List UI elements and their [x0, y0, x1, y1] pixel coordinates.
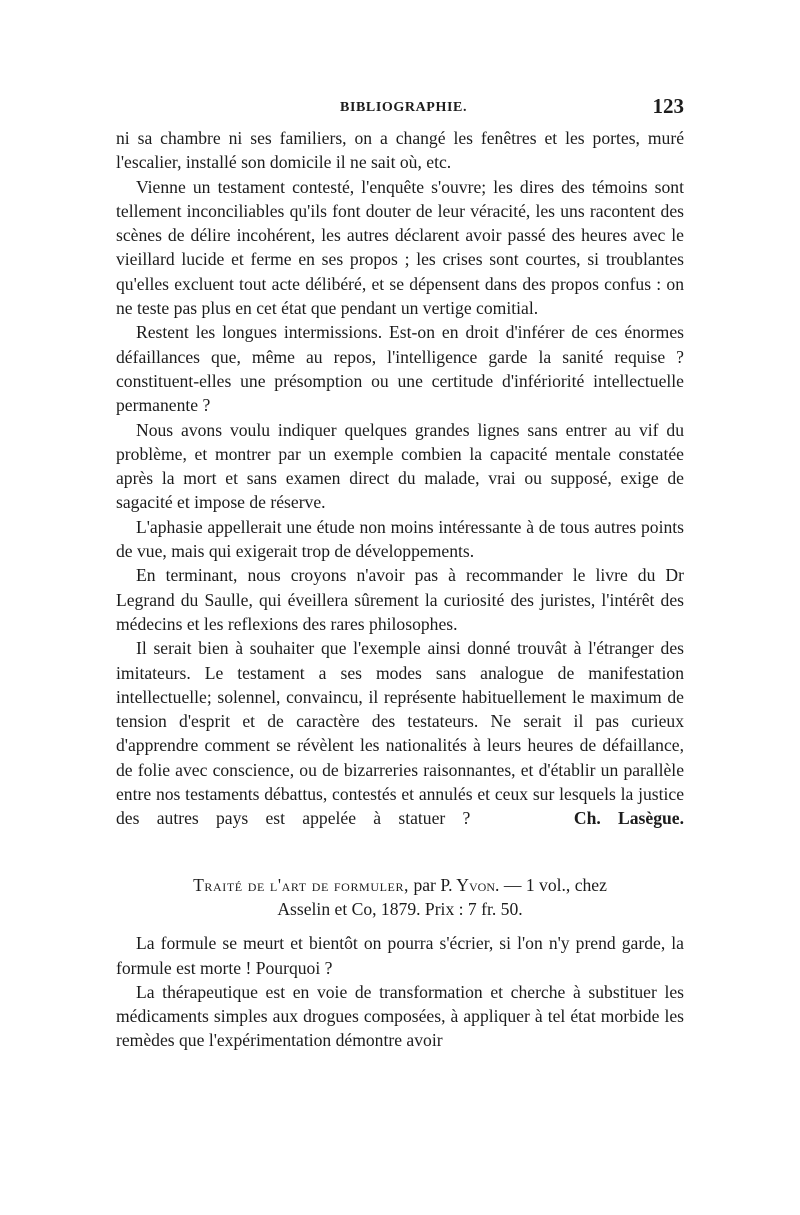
review-body	[116, 931, 684, 1052]
review-heading	[116, 873, 684, 922]
paragraph: Nous avons voulu indiquer quelques grandes lignes sans entrer au vif du problème, et montrer par un exemple combien la capacité mentale constatée après la mort et sans examen direct du malade, vrai ou supposé, exige de sagacité et impose de réserve.	[116, 419, 684, 513]
by-word: par	[413, 874, 436, 895]
running-header	[116, 92, 684, 126]
closing-paragraph	[116, 636, 684, 830]
paragraph: Vienne un testament contesté, l'enquête s'ouvre; les dires des témoins sont tellement inconciliables qu'ils font douter de leur véracité, les uns racontent des scènes de délire incohérent, les autres déclarent avoir passé des heures avec le vieillard lucide et ferme en ses propos ; les crises sont courtes, si troublantes qu'elles excluent tout acte délibéré, et se dépensent dans des propos confus : on ne teste pas plus en cet état que pendant un vertige comitial.	[116, 176, 684, 319]
volume-info: 1 vol., chez	[525, 874, 607, 895]
paragraph: La formule se meurt et bientôt on pourra s'écrier, si l'on n'y prend garde, la formule est morte ! Pourquoi ?	[116, 933, 684, 978]
running-title: BIBLIOGRAPHIE.	[340, 100, 468, 115]
paragraph-text: Il serait bien à souhaiter que l'exemple ainsi donné trouvât à l'étranger des imitateurs. Le testament a ses modes sans analogue de manifestation intellectuelle; solennel, convaincu, il représente habituellement le maximum de tension d'esprit et de caractère des testateurs. Ne serait il pas curieux d'apprendre comment se révèlent les nationalités à leurs heures de défaillance, de folie avec conscience, ou de bizarreries raisonnantes, et d'établir un parallèle entre nos testaments débattus, contestés et annulés et ceux sur lesquels la justice des autres pays est appelée à statuer ?	[116, 638, 684, 829]
paragraph-continued: ni sa chambre ni ses familiers, on a changé les fenêtres et les portes, muré l'escalier, installé son domicile il ne sait où, etc.	[116, 128, 684, 173]
article-body	[116, 126, 684, 831]
paragraph: Restent les longues intermissions. Est-on en droit d'inférer de ces énormes défaillances que, même au repos, l'intelligence garde la sanité requise ? constituent-elles une présomption ou une certitude d'infériorité intellectuelle permanente ?	[116, 322, 684, 416]
review-heading-line-1	[116, 873, 684, 897]
book-title: Traité de l'art de formuler,	[193, 874, 410, 895]
dash: —	[503, 874, 522, 895]
page	[116, 92, 684, 1053]
signature: Ch. Lasègue.	[573, 808, 685, 829]
paragraph: L'aphasie appellerait une étude non moins intéressante à de tous autres points de vue, mais qui exigerait trop de développements.	[116, 516, 684, 562]
page-number: 123	[652, 94, 684, 118]
book-author: P. Yvon.	[440, 874, 500, 895]
paragraph: En terminant, nous croyons n'avoir pas à recommander le livre du Dr Legrand du Saulle, qui éveillera sûrement la curiosité des juristes, l'intérêt des médecins et les reflexions des rares philosophes.	[116, 565, 684, 634]
publisher-line: Asselin et Co, 1879. Prix : 7 fr. 50.	[277, 898, 523, 919]
paragraph: La thérapeutique est en voie de transformation et cherche à substituer les médicaments simples aux drogues composées, à appliquer à tel état morbide les remèdes que l'expérimentation démontre avoir	[116, 981, 684, 1051]
